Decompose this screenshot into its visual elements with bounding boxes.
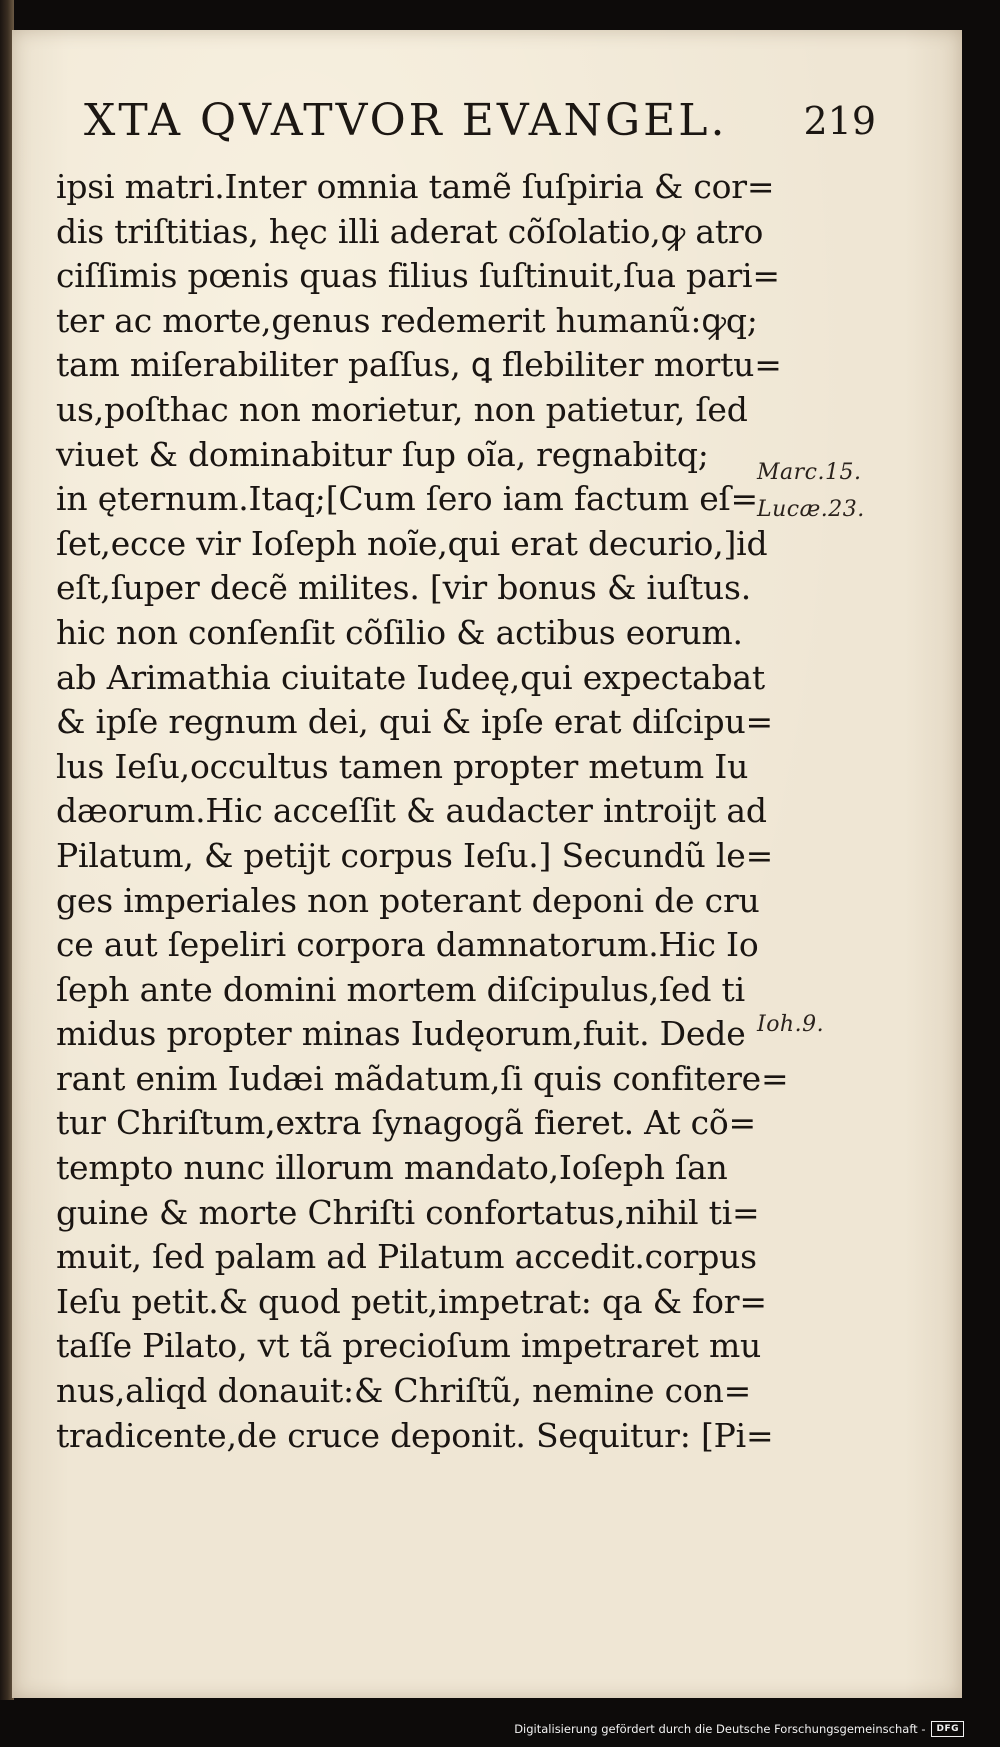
book-page [12,30,962,1698]
body-text [56,165,796,1458]
text-line: eſt,ſuper decẽ milites. [vir bonus & iuſtus. [56,568,751,608]
text-line: dis triſtitias, hęc illi aderat cõſolatio,ꝙ atro [56,211,764,251]
text-line: in ęternum.Itaq;[Cum ſero iam factum eſ= [56,479,758,519]
text-line: & ipſe regnum dei, qui & ipſe erat diſcipu= [56,702,773,742]
text-line: hic non conſenſit cõſilio & actibus eorum. [56,612,743,652]
footer-credit-text: Digitalisierung gefördert durch die Deutsche Forschungsgemeinschaft - [514,1722,926,1736]
text-line: ce aut ſepeliri corpora damnatorum.Hic Io [56,925,759,965]
text-line: ciſſimis pœnis quas filius ſuſtinuit,ſua pari= [56,256,780,296]
text-line: ſet,ecce vir Ioſeph noĩe,qui erat decurio,]id [56,523,768,563]
text-line: ipsi matri.Inter omnia tamẽ ſuſpiria & cor= [56,167,775,206]
text-line: tradicente,de cruce deponit. Sequitur: [Pi= [56,1415,774,1455]
marginal-note-marc: Marc.15. [757,460,862,485]
text-line: viuet & dominabitur ſup oĩa, regnabitq; [56,434,709,474]
text-line: guine & morte Chriſti confortatus,nihil ti= [56,1192,760,1232]
text-line: muit, ſed palam ad Pilatum accedit.corpus [56,1237,757,1277]
text-line: ter ac morte,genus redemerit humanũ:ꝙq; [56,300,758,340]
text-line: ab Arimathia ciuitate Iudeę,qui expectabat [56,657,765,697]
running-head [84,88,914,154]
text-line: lus Ieſu,occultus tamen propter metum Iu [56,746,749,786]
text-line: rant enim Iudæi mãdatum,ſi quis confitere= [56,1058,789,1098]
marginal-note-ioh: Ioh.9. [757,1012,825,1037]
text-line: nus,aliqd donauit:& Chriſtũ, nemine con= [56,1371,752,1411]
text-line: Ieſu petit.& quod petit,impetrat: qa & for= [56,1281,767,1321]
text-line: taſſe Pilato, vt tã precioſum impetraret mu [56,1326,762,1366]
text-line: tempto nunc illorum mandato,Ioſeph ſan [56,1148,728,1188]
text-line: tur Chriſtum,extra ſynagogã fieret. At cõ= [56,1103,756,1143]
text-line: ges imperiales non poterant deponi de cru [56,880,760,920]
text-line: ſeph ante domini mortem diſcipulus,ſed ti [56,969,745,1009]
marginal-note-luc: Lucæ.23. [757,497,865,522]
text-line: us,poſthac non morietur, non patietur, ſed [56,389,748,429]
text-line: Pilatum, & petijt corpus Ieſu.] Secundũ le= [56,835,774,875]
folio-number: 219 [803,99,876,143]
dfg-logo-icon: DFG [931,1721,964,1737]
text-line: midus propter minas Iudęorum,fuit. Dede [56,1014,746,1054]
text-line: dæorum.Hic acceſſit & audacter introijt ad [56,791,767,831]
digitization-credit [514,1720,964,1738]
text-line: tam miſerabiliter paſſus, ꝗ flebiliter mortu= [56,345,782,385]
running-title: XTA QVATVOR EVANGEL. [84,95,728,146]
